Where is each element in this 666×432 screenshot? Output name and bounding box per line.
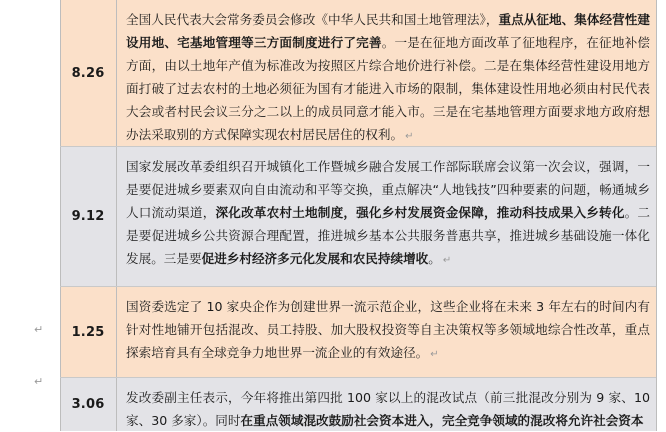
column-divider <box>60 0 61 431</box>
date-cell: 8.26 <box>60 0 116 146</box>
body-text: 。一是在征地方面改革了征地程序，在征地补偿方面，由以土地年产值为标准改为按照区片综合地价进行补偿。二是在集体经营性建设用地方面打破了过去农村的土地必须征为国有才能进入市场的限制，集体建设性用地必须由村民代表大会或者村民会议三分之二以上的成员同意才能入市。三是在宅基地管理方面要求地方政府想办法采取别的方式保障实现农村居民居住的权利。 <box>126 35 650 142</box>
bold-text: 深化改革农村土地制度，强化乡村发展资金保障，推动科技成果入乡转化 <box>215 205 625 220</box>
bold-text: 在重点领域混改鼓励社会资本进入，完全竞争领域的混改将允许社会资本 <box>240 413 644 428</box>
body-text: 国家发展改革委组织召开城镇化工作暨城乡融合发展工作部际联席会议第一次会议，强调，一是要促进城乡要素双向自由流动和平等交换，重点解决“人地钱技”四种要素的问题，畅通城乡人口流动渠道， <box>126 159 650 220</box>
table-row <box>0 147 666 286</box>
body-text: 。二是要促进城乡公共资源合理配置，推进城乡基本公共服务普惠共享，推进城乡基础设施一体化发展。三是要 <box>126 205 651 266</box>
content-cell[interactable] <box>116 147 656 286</box>
row-margin <box>0 147 60 286</box>
paragraph-mark-icon: ↵ <box>442 255 452 266</box>
row-divider <box>60 286 656 287</box>
body-text: 发改委副主任表示，今年将推出第四批 100 家以上的混改试点（前三批混改分别为 9 家、10 家、30 多家）。同时 <box>126 390 650 428</box>
paragraph-mark-icon: ↵ <box>405 131 414 142</box>
table-row <box>0 0 666 146</box>
paragraph-mark-icon: ↵ <box>34 323 44 336</box>
table-row <box>0 375 666 431</box>
row-divider <box>60 146 656 147</box>
bold-text: 重点从征地、集体经营性建设用地、宅基地管理等三方面制度进行了完善 <box>126 12 651 50</box>
body-text: 全国人民代表大会常务委员会修改《中华人民共和国土地管理法》， <box>126 12 499 27</box>
content-cell[interactable] <box>116 287 656 377</box>
content-cell[interactable] <box>116 0 656 146</box>
paragraph-mark-icon: ↵ <box>430 349 439 360</box>
bold-text: 促进乡村经济多元化发展和农民持续增收 <box>201 251 429 266</box>
content-cell[interactable] <box>116 378 656 431</box>
body-text: 国资委选定了 10 家央企作为创建世界一流示范企业，这些企业将在未来 3 年左右的时间内有针对性地铺开包括混改、员工持股、加大股权投资等自主决策权等多领域地综合性改革，重点探索培育具有全球竞争力地世界一流企业的有效途径。 <box>126 299 650 360</box>
column-divider <box>656 0 657 431</box>
row-divider <box>60 377 656 378</box>
paragraph-mark-icon: ↵ <box>34 375 44 388</box>
row-margin <box>0 375 60 431</box>
date-cell: 9.12 <box>60 147 116 286</box>
date-cell: 3.06 <box>60 378 116 431</box>
date-cell: 1.25 <box>60 287 116 377</box>
column-divider <box>116 0 117 431</box>
row-margin <box>0 0 60 146</box>
body-text: 。 <box>428 251 441 266</box>
row-margin <box>0 287 60 377</box>
table-row <box>0 287 666 377</box>
